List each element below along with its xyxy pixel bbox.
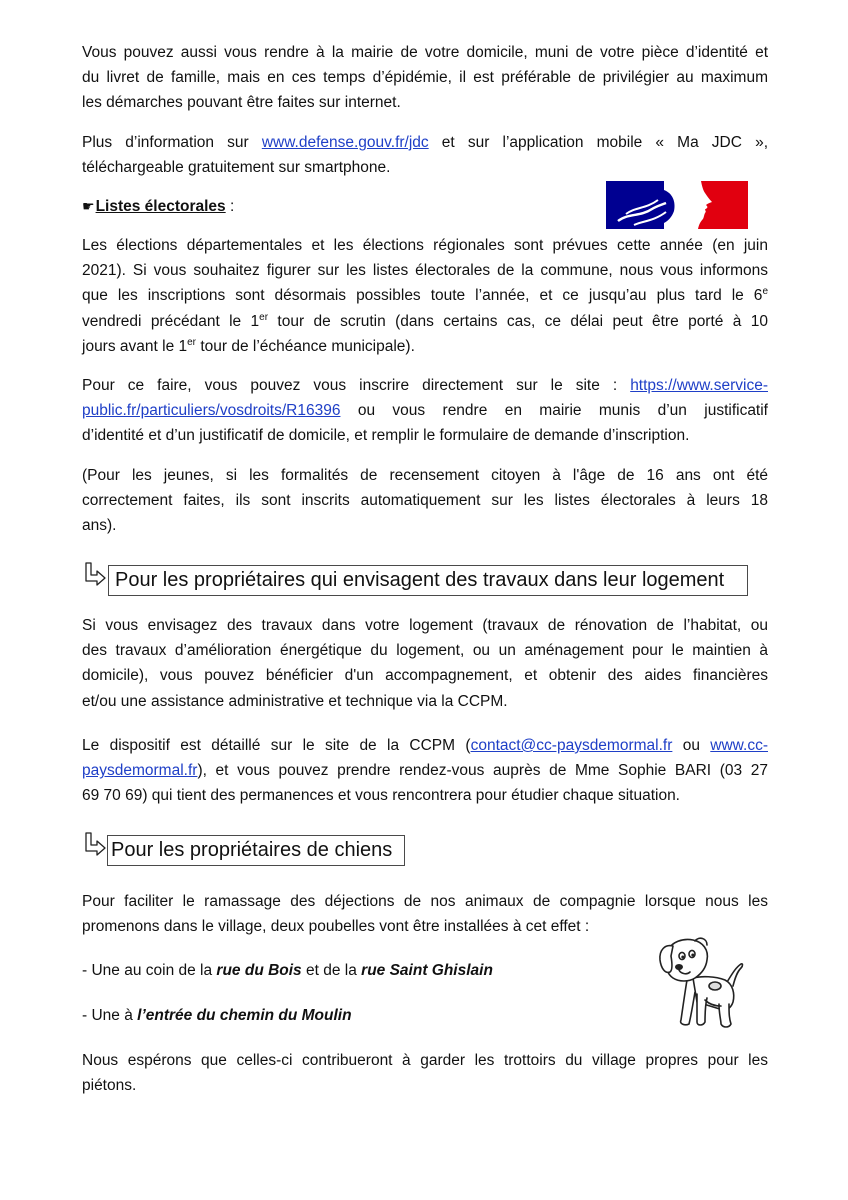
paragraph-line xyxy=(82,258,768,283)
paragraph-inscription xyxy=(82,373,768,449)
text-span: Pour ce faire, vous pouvez vous inscrire directement sur le site : xyxy=(82,377,631,394)
dog-front-leg xyxy=(697,994,707,1025)
text-span: Plus d’information sur xyxy=(82,134,262,151)
street-name: l’entrée du chemin du Moulin xyxy=(137,1007,352,1024)
paragraph-jdc-mairie xyxy=(82,40,768,116)
dog-left-ear xyxy=(660,946,673,973)
text-span: et de la xyxy=(301,962,362,979)
dog-front-leg xyxy=(681,980,695,1025)
text-span: Le dispositif est détaillé sur le site de la CCPM ( xyxy=(82,737,471,754)
paragraph-line xyxy=(82,423,768,448)
heading-text: Pour les propriétaires de chiens xyxy=(111,839,393,861)
dog-pupil xyxy=(681,956,684,959)
paragraph-line xyxy=(82,889,768,914)
dog-nose xyxy=(676,965,682,969)
street-name: rue Saint Ghislain xyxy=(361,962,493,979)
pointing-hand-icon xyxy=(82,198,96,215)
paragraph-line xyxy=(82,638,768,663)
hollow-bent-arrow-icon xyxy=(84,832,106,856)
text-span: - Une au coin de la xyxy=(82,962,217,979)
section-heading-chiens xyxy=(107,835,405,866)
text-span: Si vous envisagez des travaux dans votre logement (travaux de rénovation de l’habitat, ou xyxy=(82,617,768,634)
paragraph-elections xyxy=(82,233,768,359)
paragraph-aides-travaux xyxy=(82,613,768,714)
paragraph-line xyxy=(82,155,768,180)
paragraph-line xyxy=(82,783,768,808)
paragraph-contact-ccpm xyxy=(82,733,768,809)
paragraph-line xyxy=(82,398,768,423)
text-span: ans). xyxy=(82,517,117,535)
paragraph-line xyxy=(82,463,768,488)
paragraph-line xyxy=(82,283,768,308)
text-span: ou vous rendre en mairie munis d’un justificatif xyxy=(340,402,768,420)
ordinal-suffix: er xyxy=(187,336,197,348)
paragraph-line xyxy=(82,130,768,155)
paragraph-jdc-info xyxy=(82,130,768,180)
heading-suffix: : xyxy=(225,198,235,215)
text-span: domicile), vous pouvez bénéficier d'un accompagnement, et obtenir des aides financières xyxy=(82,667,768,685)
logo-blue-panel xyxy=(606,181,664,229)
link-service-public-part2[interactable]: public.fr/particuliers/vosdroits/R16396 xyxy=(82,402,341,420)
text-span: piétons. xyxy=(82,1077,137,1095)
paragraph-conclusion xyxy=(82,1048,768,1098)
text-span: d’identité et d’un justificatif de domicile, et remplir le formulaire de demande d’inscription. xyxy=(82,427,690,445)
text-span: (Pour les jeunes, si les formalités de recensement citoyen à l'âge de 16 ans ont été xyxy=(82,467,768,484)
text-span: Les élections départementales et les élections régionales sont prévues cette année (en juin xyxy=(82,237,768,254)
dog-spot xyxy=(709,982,721,990)
paragraph-line xyxy=(82,613,768,638)
link-defense-jdc[interactable]: www.defense.gouv.fr/jdc xyxy=(261,134,429,151)
street-name: rue du Bois xyxy=(216,962,302,979)
text-span: ), et vous pouvez prendre rendez-vous auprès de Mme Sophie BARI (03 27 xyxy=(197,762,768,780)
heading-text: Pour les propriétaires qui envisagent des travaux dans leur logement xyxy=(115,569,725,591)
ordinal-suffix: e xyxy=(762,286,768,298)
paragraph-line xyxy=(82,40,768,65)
text-span: et/ou une assistance administrative et technique via la CCPM. xyxy=(82,692,508,710)
text-span: tour de l’échéance municipale). xyxy=(196,337,415,355)
paragraph-line xyxy=(82,488,768,513)
section-heading-travaux xyxy=(108,565,748,596)
text-span: et sur l’application mobile « Ma JDC », xyxy=(428,134,769,151)
paragraph-line xyxy=(82,373,768,398)
link-cc-paysdemormal-part2[interactable]: paysdemormal.fr xyxy=(82,762,198,780)
text-span: 69 70 69) qui tient des permanences et vous rencontrera pour étudier chaque situation. xyxy=(82,787,680,805)
paragraph-line xyxy=(82,513,768,538)
paragraph-line xyxy=(82,334,768,359)
text-span: Nous espérons que celles-ci contribueront à garder les trottoirs du village propres pour les xyxy=(82,1052,768,1069)
paragraph-jeunes xyxy=(82,463,768,539)
dog-back-leg xyxy=(719,1004,731,1027)
dog-pupil xyxy=(691,954,694,957)
paragraph-line xyxy=(82,663,768,688)
text-span: promenons dans le village, deux poubelles vont être installées à cet effet : xyxy=(82,918,590,936)
text-span: tour de scrutin (dans certains cas, ce délai peut être porté à 10 xyxy=(268,312,768,330)
text-span: Pour faciliter le ramassage des déjections de nos animaux de compagnie lorsque nous les xyxy=(82,893,768,910)
paragraph-line xyxy=(82,1048,768,1073)
text-span: correctement faites, ils sont inscrits automatiquement sur les listes électorales à leurs 18 xyxy=(82,492,768,510)
ordinal-suffix: er xyxy=(259,311,269,323)
paragraph-line xyxy=(82,65,768,90)
paragraph-line xyxy=(82,1073,768,1098)
marianne-logo xyxy=(606,181,748,229)
text-span: - Une à xyxy=(82,1007,138,1024)
paragraph-line xyxy=(82,689,768,714)
text-span: jours avant le 1 xyxy=(82,337,188,355)
text-span: les démarches pouvant être faites sur internet. xyxy=(82,94,401,112)
paragraph-poubelles xyxy=(82,889,768,939)
dog-drawing xyxy=(657,936,745,1030)
text-span: 2021). Si vous souhaitez figurer sur les listes électorales de la commune, nous vous informons xyxy=(82,262,768,280)
paragraph-line xyxy=(82,90,768,115)
text-span: des travaux d’amélioration énergétique du logement, ou un aménagement pour le maintien à xyxy=(82,642,768,660)
text-span: que les inscriptions sont désormais possibles toute l’année, et ce jusqu’au plus tard le 6 xyxy=(82,287,763,305)
heading-label: Listes électorales xyxy=(95,198,226,215)
link-contact-email[interactable]: contact@cc-paysdemormal.fr xyxy=(470,737,673,754)
text-span: ou xyxy=(672,737,711,754)
paragraph-line xyxy=(82,758,768,783)
paragraph-line xyxy=(82,233,768,258)
paragraph-line xyxy=(82,309,768,334)
text-span: du livret de famille, mais en ces temps d’épidémie, il est préférable de privilégier au maximum xyxy=(82,69,768,87)
link-cc-paysdemormal-part1[interactable]: www.cc- xyxy=(710,737,768,754)
link-service-public-part1[interactable]: https://www.service- xyxy=(630,377,768,394)
text-span: vendredi précédant le 1 xyxy=(82,312,260,330)
text-span: Vous pouvez aussi vous rendre à la mairie de votre domicile, muni de votre pièce d’identité et xyxy=(82,44,768,61)
hollow-bent-arrow-icon xyxy=(84,562,106,586)
paragraph-line xyxy=(82,733,768,758)
text-span: téléchargeable gratuitement sur smartphone. xyxy=(82,159,391,177)
